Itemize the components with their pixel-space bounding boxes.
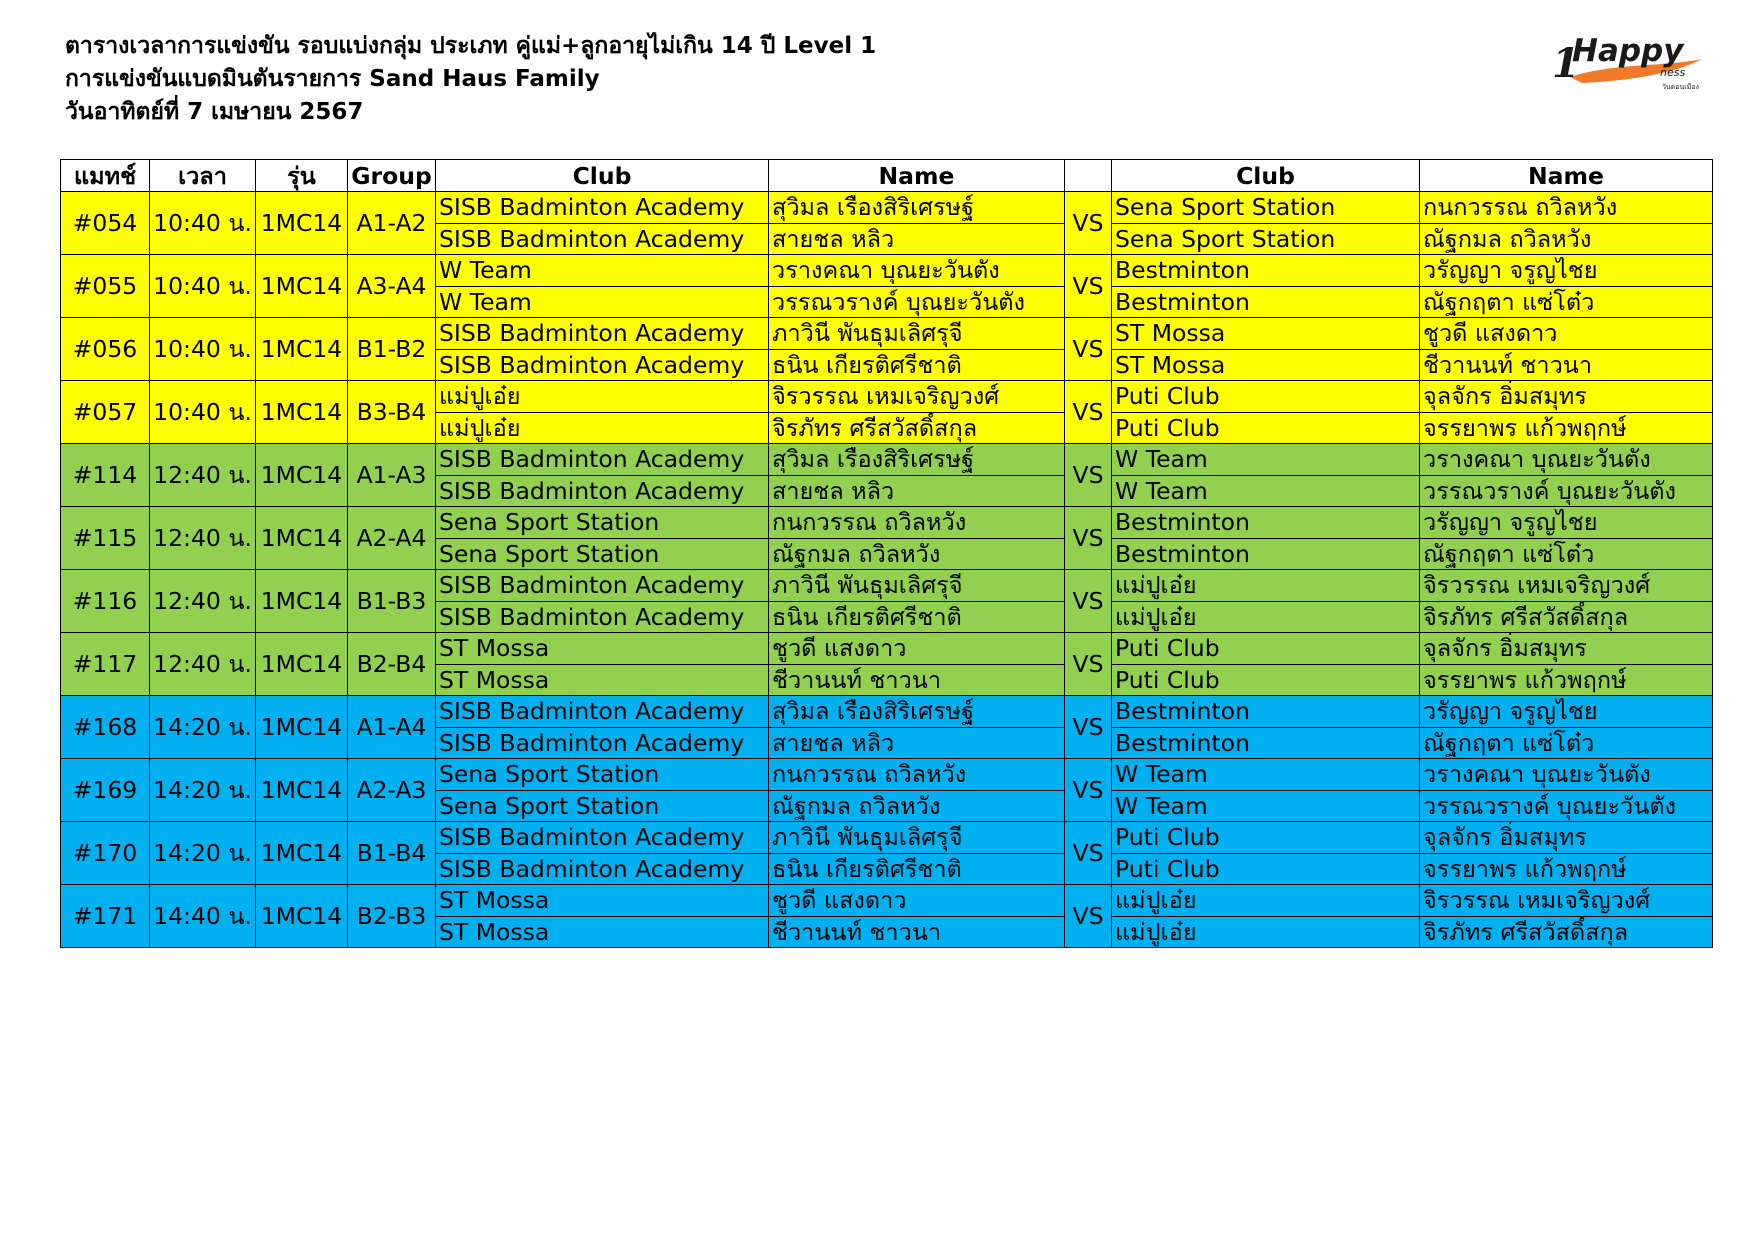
table-row — [61, 822, 1713, 854]
club-a-cell: SISB Badminton Academy — [436, 223, 769, 255]
club-b-cell: Bestminton — [1112, 507, 1420, 539]
match-id-cell: #114 — [61, 444, 150, 507]
club-b-cell: ST Mossa — [1112, 318, 1420, 350]
player-a-cell: ธนิน เกียรติศรีชาติ — [769, 601, 1065, 633]
player-a-cell: ภาวินี พันธุมเลิศรุจี — [769, 318, 1065, 350]
player-b-cell: ณัฐกมล ถวิลหวัง — [1420, 223, 1713, 255]
player-b-cell: วรัญญา จรูญไชย — [1420, 255, 1713, 287]
player-b-cell: จรรยาพร แก้วพฤกษ์ — [1420, 412, 1713, 444]
club-b-cell: Bestminton — [1112, 286, 1420, 318]
logo-tagline: วันดอนเมือง — [1662, 83, 1699, 91]
header-name-b: Name — [1420, 160, 1713, 192]
player-a-cell: สายชล หลิว — [769, 475, 1065, 507]
club-b-cell: แม่ปูเอ๋ย — [1112, 570, 1420, 602]
player-a-cell: จิรวรรณ เหมเจริญวงศ์ — [769, 381, 1065, 413]
division-cell: 1MC14 — [256, 696, 348, 759]
group-cell: B1-B4 — [348, 822, 436, 885]
match-id-cell: #055 — [61, 255, 150, 318]
player-a-cell: สุวิมล เรืองสิริเศรษฐ์ — [769, 192, 1065, 224]
club-b-cell: W Team — [1112, 759, 1420, 791]
header-match: แมทช์ — [61, 160, 150, 192]
club-b-cell: Puti Club — [1112, 412, 1420, 444]
club-b-cell: Puti Club — [1112, 853, 1420, 885]
player-a-cell: ธนิน เกียรติศรีชาติ — [769, 349, 1065, 381]
match-id-cell: #117 — [61, 633, 150, 696]
club-a-cell: ST Mossa — [436, 633, 769, 665]
player-b-cell: วรางคณา บุณยะวันตัง — [1420, 444, 1713, 476]
club-b-cell: Bestminton — [1112, 696, 1420, 728]
club-b-cell: W Team — [1112, 475, 1420, 507]
group-cell: A1-A3 — [348, 444, 436, 507]
vs-cell: VS — [1065, 822, 1112, 885]
header-club-b: Club — [1112, 160, 1420, 192]
player-a-cell: ชูวดี แสงดาว — [769, 885, 1065, 917]
vs-cell: VS — [1065, 192, 1112, 255]
club-a-cell: SISB Badminton Academy — [436, 570, 769, 602]
vs-cell: VS — [1065, 885, 1112, 948]
match-time-cell: 14:20 น. — [150, 696, 256, 759]
club-b-cell: Bestminton — [1112, 538, 1420, 570]
club-b-cell: Puti Club — [1112, 633, 1420, 665]
player-b-cell: จุลจักร อิ่มสมุทร — [1420, 381, 1713, 413]
table-row — [61, 255, 1713, 287]
event-date: วันอาทิตย์ที่ 7 เมษายน 2567 — [65, 99, 364, 125]
club-b-cell: แม่ปูเอ๋ย — [1112, 601, 1420, 633]
group-cell: B3-B4 — [348, 381, 436, 444]
division-cell: 1MC14 — [256, 759, 348, 822]
player-a-cell: จิรภัทร ศรีสวัสดิ์สกุล — [769, 412, 1065, 444]
division-cell: 1MC14 — [256, 633, 348, 696]
player-a-cell: สุวิมล เรืองสิริเศรษฐ์ — [769, 444, 1065, 476]
match-id-cell: #057 — [61, 381, 150, 444]
club-a-cell: แม่ปูเอ๋ย — [436, 412, 769, 444]
club-a-cell: SISB Badminton Academy — [436, 192, 769, 224]
club-a-cell: SISB Badminton Academy — [436, 475, 769, 507]
player-a-cell: ภาวินี พันธุมเลิศรุจี — [769, 822, 1065, 854]
club-a-cell: ST Mossa — [436, 916, 769, 948]
club-a-cell: W Team — [436, 255, 769, 287]
match-time-cell: 10:40 น. — [150, 255, 256, 318]
player-a-cell: วรรณวรางค์ บุณยะวันตัง — [769, 286, 1065, 318]
club-b-cell: ST Mossa — [1112, 349, 1420, 381]
club-b-cell: W Team — [1112, 444, 1420, 476]
club-a-cell: Sena Sport Station — [436, 507, 769, 539]
group-cell: B1-B2 — [348, 318, 436, 381]
player-b-cell: ณัฐกฤตา แซ่โต๋ว — [1420, 727, 1713, 759]
table-row — [61, 633, 1713, 665]
header-club-a: Club — [436, 160, 769, 192]
club-a-cell: SISB Badminton Academy — [436, 727, 769, 759]
match-id-cell: #054 — [61, 192, 150, 255]
logo-sub-text: ness — [1660, 66, 1686, 79]
player-a-cell: ภาวินี พันธุมเลิศรุจี — [769, 570, 1065, 602]
group-cell: A1-A2 — [348, 192, 436, 255]
match-id-cell: #171 — [61, 885, 150, 948]
player-a-cell: ชีวานนท์ ชาวนา — [769, 916, 1065, 948]
group-cell: A2-A3 — [348, 759, 436, 822]
club-a-cell: SISB Badminton Academy — [436, 349, 769, 381]
player-a-cell: ชูวดี แสงดาว — [769, 633, 1065, 665]
header-time: เวลา — [150, 160, 256, 192]
match-time-cell: 10:40 น. — [150, 318, 256, 381]
match-time-cell: 10:40 น. — [150, 192, 256, 255]
group-cell: B1-B3 — [348, 570, 436, 633]
player-a-cell: กนกวรรณ ถวิลหวัง — [769, 759, 1065, 791]
match-id-cell: #115 — [61, 507, 150, 570]
club-a-cell: Sena Sport Station — [436, 759, 769, 791]
player-b-cell: จิรวรรณ เหมเจริญวงศ์ — [1420, 570, 1713, 602]
player-a-cell: สายชล หลิว — [769, 223, 1065, 255]
club-a-cell: ST Mossa — [436, 664, 769, 696]
player-b-cell: จิรภัทร ศรีสวัสดิ์สกุล — [1420, 916, 1713, 948]
player-b-cell: วรรณวรางค์ บุณยะวันตัง — [1420, 475, 1713, 507]
club-b-cell: Bestminton — [1112, 255, 1420, 287]
player-b-cell: วรัญญา จรูญไชย — [1420, 507, 1713, 539]
player-b-cell: ชีวานนท์ ชาวนา — [1420, 349, 1713, 381]
player-a-cell: สายชล หลิว — [769, 727, 1065, 759]
table-header-row — [61, 160, 1713, 192]
table-row — [61, 759, 1713, 791]
club-b-cell: แม่ปูเอ๋ย — [1112, 916, 1420, 948]
player-b-cell: จุลจักร อิ่มสมุทร — [1420, 633, 1713, 665]
group-cell: B2-B3 — [348, 885, 436, 948]
club-b-cell: Puti Club — [1112, 381, 1420, 413]
player-a-cell: ณัฐกมล ถวิลหวัง — [769, 538, 1065, 570]
division-cell: 1MC14 — [256, 381, 348, 444]
match-id-cell: #170 — [61, 822, 150, 885]
header-vs — [1065, 160, 1112, 192]
vs-cell: VS — [1065, 381, 1112, 444]
player-a-cell: สุวิมล เรืองสิริเศรษฐ์ — [769, 696, 1065, 728]
club-a-cell: Sena Sport Station — [436, 538, 769, 570]
match-time-cell: 14:40 น. — [150, 885, 256, 948]
vs-cell: VS — [1065, 696, 1112, 759]
club-b-cell: Puti Club — [1112, 664, 1420, 696]
club-a-cell: Sena Sport Station — [436, 790, 769, 822]
club-b-cell: Puti Club — [1112, 822, 1420, 854]
match-time-cell: 10:40 น. — [150, 381, 256, 444]
division-cell: 1MC14 — [256, 444, 348, 507]
vs-cell: VS — [1065, 318, 1112, 381]
vs-cell: VS — [1065, 255, 1112, 318]
club-a-cell: SISB Badminton Academy — [436, 444, 769, 476]
match-time-cell: 12:40 น. — [150, 570, 256, 633]
vs-cell: VS — [1065, 507, 1112, 570]
table-row — [61, 444, 1713, 476]
division-cell: 1MC14 — [256, 192, 348, 255]
schedule-body — [61, 192, 1713, 948]
club-b-cell: Sena Sport Station — [1112, 223, 1420, 255]
tournament-name: การแข่งขันแบดมินตันรายการ Sand Haus Family — [65, 66, 600, 92]
group-cell: B2-B4 — [348, 633, 436, 696]
club-a-cell: ST Mossa — [436, 885, 769, 917]
table-row — [61, 192, 1713, 224]
player-b-cell: จรรยาพร แก้วพฤกษ์ — [1420, 664, 1713, 696]
club-a-cell: SISB Badminton Academy — [436, 318, 769, 350]
club-b-cell: W Team — [1112, 790, 1420, 822]
match-time-cell: 12:40 น. — [150, 444, 256, 507]
match-id-cell: #116 — [61, 570, 150, 633]
club-a-cell: แม่ปูเอ๋ย — [436, 381, 769, 413]
match-time-cell: 14:20 น. — [150, 759, 256, 822]
player-b-cell: จิรวรรณ เหมเจริญวงศ์ — [1420, 885, 1713, 917]
logo-figure-one: 1 — [1552, 40, 1580, 87]
document-heading — [65, 30, 876, 129]
logo-text: Happy — [1572, 33, 1684, 69]
player-a-cell: วรางคณา บุณยะวันตัง — [769, 255, 1065, 287]
vs-cell: VS — [1065, 570, 1112, 633]
match-time-cell: 12:40 น. — [150, 507, 256, 570]
player-a-cell: ณัฐกมล ถวิลหวัง — [769, 790, 1065, 822]
table-row — [61, 885, 1713, 917]
happyness-logo — [1552, 33, 1712, 95]
player-b-cell: ณัฐกฤตา แซ่โต๋ว — [1420, 538, 1713, 570]
club-a-cell: SISB Badminton Academy — [436, 822, 769, 854]
club-b-cell: Bestminton — [1112, 727, 1420, 759]
table-row — [61, 381, 1713, 413]
player-b-cell: ณัฐกฤตา แซ่โต๋ว — [1420, 286, 1713, 318]
match-schedule-table — [60, 159, 1713, 948]
table-row — [61, 696, 1713, 728]
player-b-cell: วรางคณา บุณยะวันตัง — [1420, 759, 1713, 791]
club-a-cell: SISB Badminton Academy — [436, 853, 769, 885]
division-cell: 1MC14 — [256, 318, 348, 381]
club-b-cell: แม่ปูเอ๋ย — [1112, 885, 1420, 917]
division-cell: 1MC14 — [256, 255, 348, 318]
header-name-a: Name — [769, 160, 1065, 192]
player-a-cell: ชีวานนท์ ชาวนา — [769, 664, 1065, 696]
division-cell: 1MC14 — [256, 885, 348, 948]
club-b-cell: Sena Sport Station — [1112, 192, 1420, 224]
club-a-cell: SISB Badminton Academy — [436, 601, 769, 633]
player-b-cell: ชูวดี แสงดาว — [1420, 318, 1713, 350]
division-cell: 1MC14 — [256, 507, 348, 570]
group-cell: A1-A4 — [348, 696, 436, 759]
table-row — [61, 507, 1713, 539]
table-row — [61, 318, 1713, 350]
club-a-cell: SISB Badminton Academy — [436, 696, 769, 728]
vs-cell: VS — [1065, 759, 1112, 822]
header-division: รุ่น — [256, 160, 348, 192]
schedule-title: ตารางเวลาการแข่งขัน รอบแบ่งกลุ่ม ประเภท คู่แม่+ลูกอายุไม่เกิน 14 ปี Level 1 — [65, 33, 877, 59]
division-cell: 1MC14 — [256, 822, 348, 885]
division-cell: 1MC14 — [256, 570, 348, 633]
player-a-cell: กนกวรรณ ถวิลหวัง — [769, 507, 1065, 539]
player-b-cell: วรัญญา จรูญไชย — [1420, 696, 1713, 728]
player-b-cell: จุลจักร อิ่มสมุทร — [1420, 822, 1713, 854]
match-id-cell: #056 — [61, 318, 150, 381]
player-b-cell: จรรยาพร แก้วพฤกษ์ — [1420, 853, 1713, 885]
player-b-cell: กนกวรรณ ถวิลหวัง — [1420, 192, 1713, 224]
header-group: Group — [348, 160, 436, 192]
match-id-cell: #168 — [61, 696, 150, 759]
group-cell: A3-A4 — [348, 255, 436, 318]
player-b-cell: จิรภัทร ศรีสวัสดิ์สกุล — [1420, 601, 1713, 633]
vs-cell: VS — [1065, 633, 1112, 696]
player-a-cell: ธนิน เกียรติศรีชาติ — [769, 853, 1065, 885]
table-row — [61, 570, 1713, 602]
vs-cell: VS — [1065, 444, 1112, 507]
match-time-cell: 14:20 น. — [150, 822, 256, 885]
match-time-cell: 12:40 น. — [150, 633, 256, 696]
match-id-cell: #169 — [61, 759, 150, 822]
group-cell: A2-A4 — [348, 507, 436, 570]
player-b-cell: วรรณวรางค์ บุณยะวันตัง — [1420, 790, 1713, 822]
club-a-cell: W Team — [436, 286, 769, 318]
